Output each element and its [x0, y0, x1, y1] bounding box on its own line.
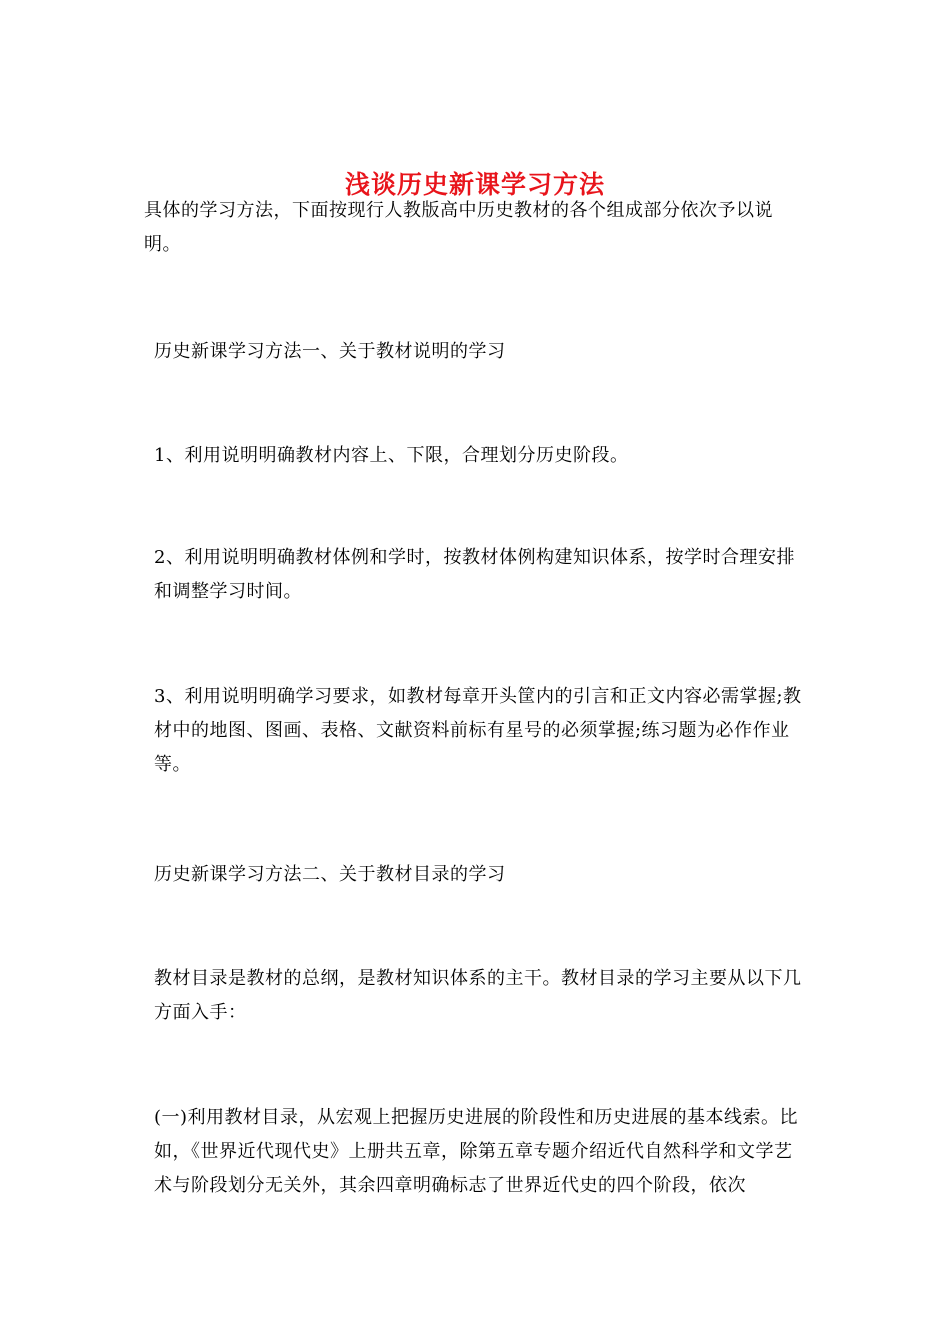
paragraph-item-1: 1、利用说明明确教材内容上、下限，合理划分历史阶段。: [154, 445, 629, 466]
catalog-intro-paragraph: 教材目录是教材的总纲，是教材知识体系的主干。教材目录的学习主要从以下几方面入手：: [154, 968, 802, 1023]
paragraph-item-2: 2、利用说明明确教材体例和学时，按教材体例构建知识体系，按学时合理安排和调整学习时间。: [154, 547, 795, 602]
document-title: 浅谈历史新课学习方法: [344, 169, 605, 199]
intro-paragraph: 具体的学习方法，下面按现行人教版高中历史教材的各个组成部分依次予以说明。: [144, 200, 773, 255]
section-heading-1: 历史新课学习方法一、关于教材说明的学习: [154, 341, 506, 362]
section-heading-2: 历史新课学习方法二、关于教材目录的学习: [154, 864, 506, 885]
paragraph-item-3: 3、利用说明明确学习要求，如教材每章开头筐内的引言和正文内容必需掌握;教材中的地图、图画、表格、文献资料前标有星号的必须掌握;练习题为必作作业等。: [154, 686, 802, 775]
catalog-point-1-paragraph: (一)利用教材目录，从宏观上把握历史进展的阶段性和历史进展的基本线索。比如，《世界近代现代史》上册共五章，除第五章专题介绍近代自然科学和文学艺术与阶段划分无关外，其余四章明确标志了世界近代史的四个阶段，依次: [154, 1107, 799, 1196]
